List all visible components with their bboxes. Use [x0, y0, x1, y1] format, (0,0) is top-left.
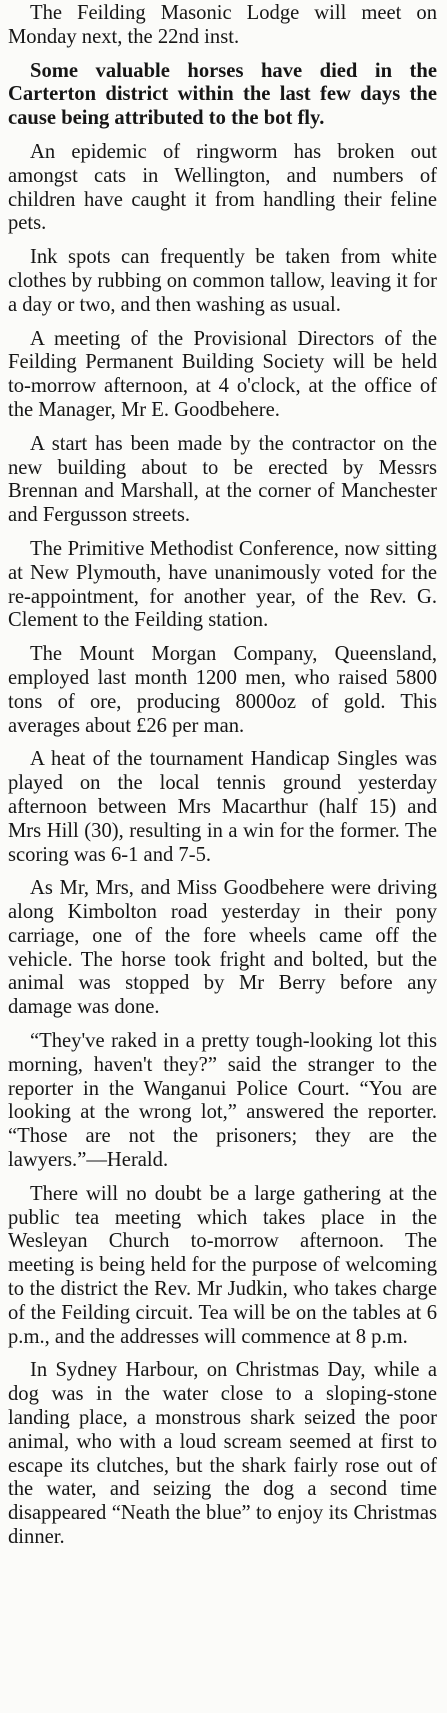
news-item-methodist-conference: The Primitive Methodist Conference, now sitting at New Plymouth, have unanimously voted for the re-appointment, for another year, of the Rev. G. Clement to the Feilding station.	[8, 537, 437, 632]
news-item-pony-carriage: As Mr, Mrs, and Miss Goodbehere were driving along Kimbolton road yesterday in their pony carriage, one of the fore wheels came off the vehicle. The horse took fright and bolted, but the animal was stopped by Mr Berry before any damage was done.	[8, 877, 437, 1019]
news-item-mount-morgan: The Mount Morgan Company, Queensland, employed last month 1200 men, who raised 5800 tons of ore, producing 8000oz of gold. This averages about £26 per man.	[8, 643, 437, 737]
news-item-building-society: A meeting of the Provisional Directors of the Feilding Permanent Building Society will be held to-morrow afternoon, at 4 o'clock, at the office of the Manager, Mr E. Goodbehere.	[8, 327, 437, 421]
news-item-ringworm-epidemic: An epidemic of ringworm has broken out amongst cats in Wellington, and numbers of children have caught it from handling their feline pets.	[8, 140, 437, 235]
news-item-masonic-lodge: The Feilding Masonic Lodge will meet on Monday next, the 22nd inst.	[8, 2, 437, 48]
news-item-new-building: A start has been made by the contractor on the new building about to be erected by Messrs Brennan and Marshall, at the corner of Manchester and Fergusson streets.	[8, 432, 437, 527]
news-item-sydney-shark: In Sydney Harbour, on Christmas Day, while a dog was in the water close to a sloping-stone landing place, a monstrous shark seized the poor animal, who with a loud scream seemed at first to escape its clutches, but the shark fairly rose out of the water, and seizing the dog a second time disappeared “Neath the blue” to enjoy its Christmas dinner.	[8, 1359, 437, 1549]
news-item-ink-spots: Ink spots can frequently be taken from white clothes by rubbing on common tallow, leaving it for a day or two, and then washing as usual.	[8, 246, 437, 316]
news-item-police-court: “They've raked in a pretty tough-looking lot this morning, haven't they?” said the stranger to the reporter in the Wanganui Police Court. “You are looking at the wrong lot,” answered the reporter. “Those are not the prisoners; they are the lawyers.”—Herald.	[8, 1030, 437, 1172]
news-item-horses-bot-fly: Some valuable horses have died in the Carterton district within the last few days the cause being attributed to the bot fly.	[8, 59, 437, 130]
news-item-tennis-handicap: A heat of the tournament Handicap Singles was played on the local tennis ground yesterday afternoon between Mrs Macarthur (half 15) and Mrs Hill (30), resulting in a win for the former. The scoring was 6-1 and 7-5.	[8, 748, 437, 866]
news-item-tea-meeting: There will no doubt be a large gathering at the public tea meeting which takes place in the Wesleyan Church to-morrow afternoon. The meeting is being held for the purpose of welcoming to the district the Rev. Mr Judkin, who takes charge of the Feilding circuit. Tea will be on the tables at 6 p.m., and the addresses will commence at 8 p.m.	[8, 1182, 437, 1348]
